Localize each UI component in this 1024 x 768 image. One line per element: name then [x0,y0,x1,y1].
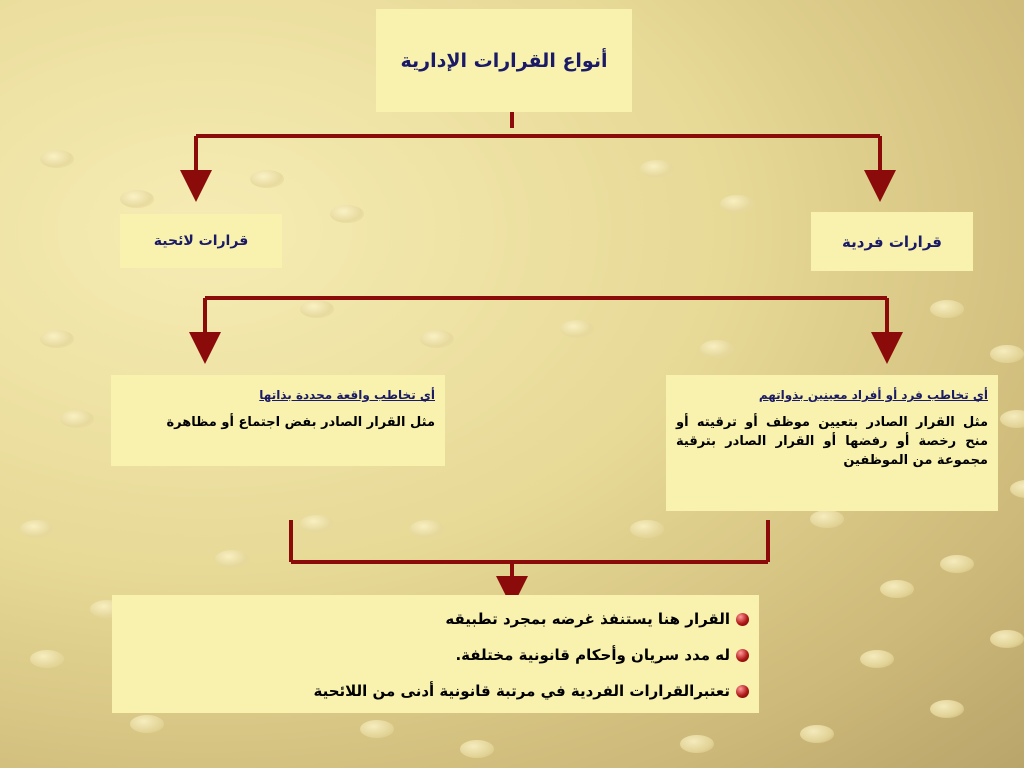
title-box [376,9,632,112]
bullet-icon [736,649,749,662]
summary-item [122,673,749,709]
regulatory-detail-heading: أي تخاطب واقعة محددة بذاتها [259,388,435,402]
individual-decisions-label: قرارات فردية [842,232,942,251]
diagram-title: أنواع القرارات الإدارية [400,49,608,72]
individual-detail-heading: أي تخاطب فرد أو أفراد معينين بذواتهم [758,388,988,402]
regulatory-detail-box [111,375,445,466]
bullet-icon [736,613,749,626]
summary-item-text: القرار هنا يستنفذ غرضه بمجرد تطبيقه [445,610,730,628]
regulatory-decisions-label: قرارات لائحية [153,233,249,249]
regulatory-detail-example: مثل القرار الصادر بفض اجتماع أو مظاهرة [166,415,435,431]
summary-item [122,601,749,637]
individual-detail-box [666,375,998,511]
individual-decisions-box [811,212,973,271]
summary-list [122,601,749,709]
regulatory-decisions-box [120,214,282,268]
summary-box [112,595,759,713]
summary-item-text: له مدد سريان وأحكام قانونية مختلفة. [455,646,730,664]
summary-item-text: تعتبرالقرارات الفردية في مرتبة قانونية أدنى من اللائحية [313,682,730,700]
individual-detail-example: مثل القرار الصادر بتعيين موظف أو ترقيته أو منح رخصة أو رفضها أو القرار الصادر بترقية مجموعة من الموظفين [676,415,988,469]
summary-item [122,637,749,673]
bullet-icon [736,685,749,698]
